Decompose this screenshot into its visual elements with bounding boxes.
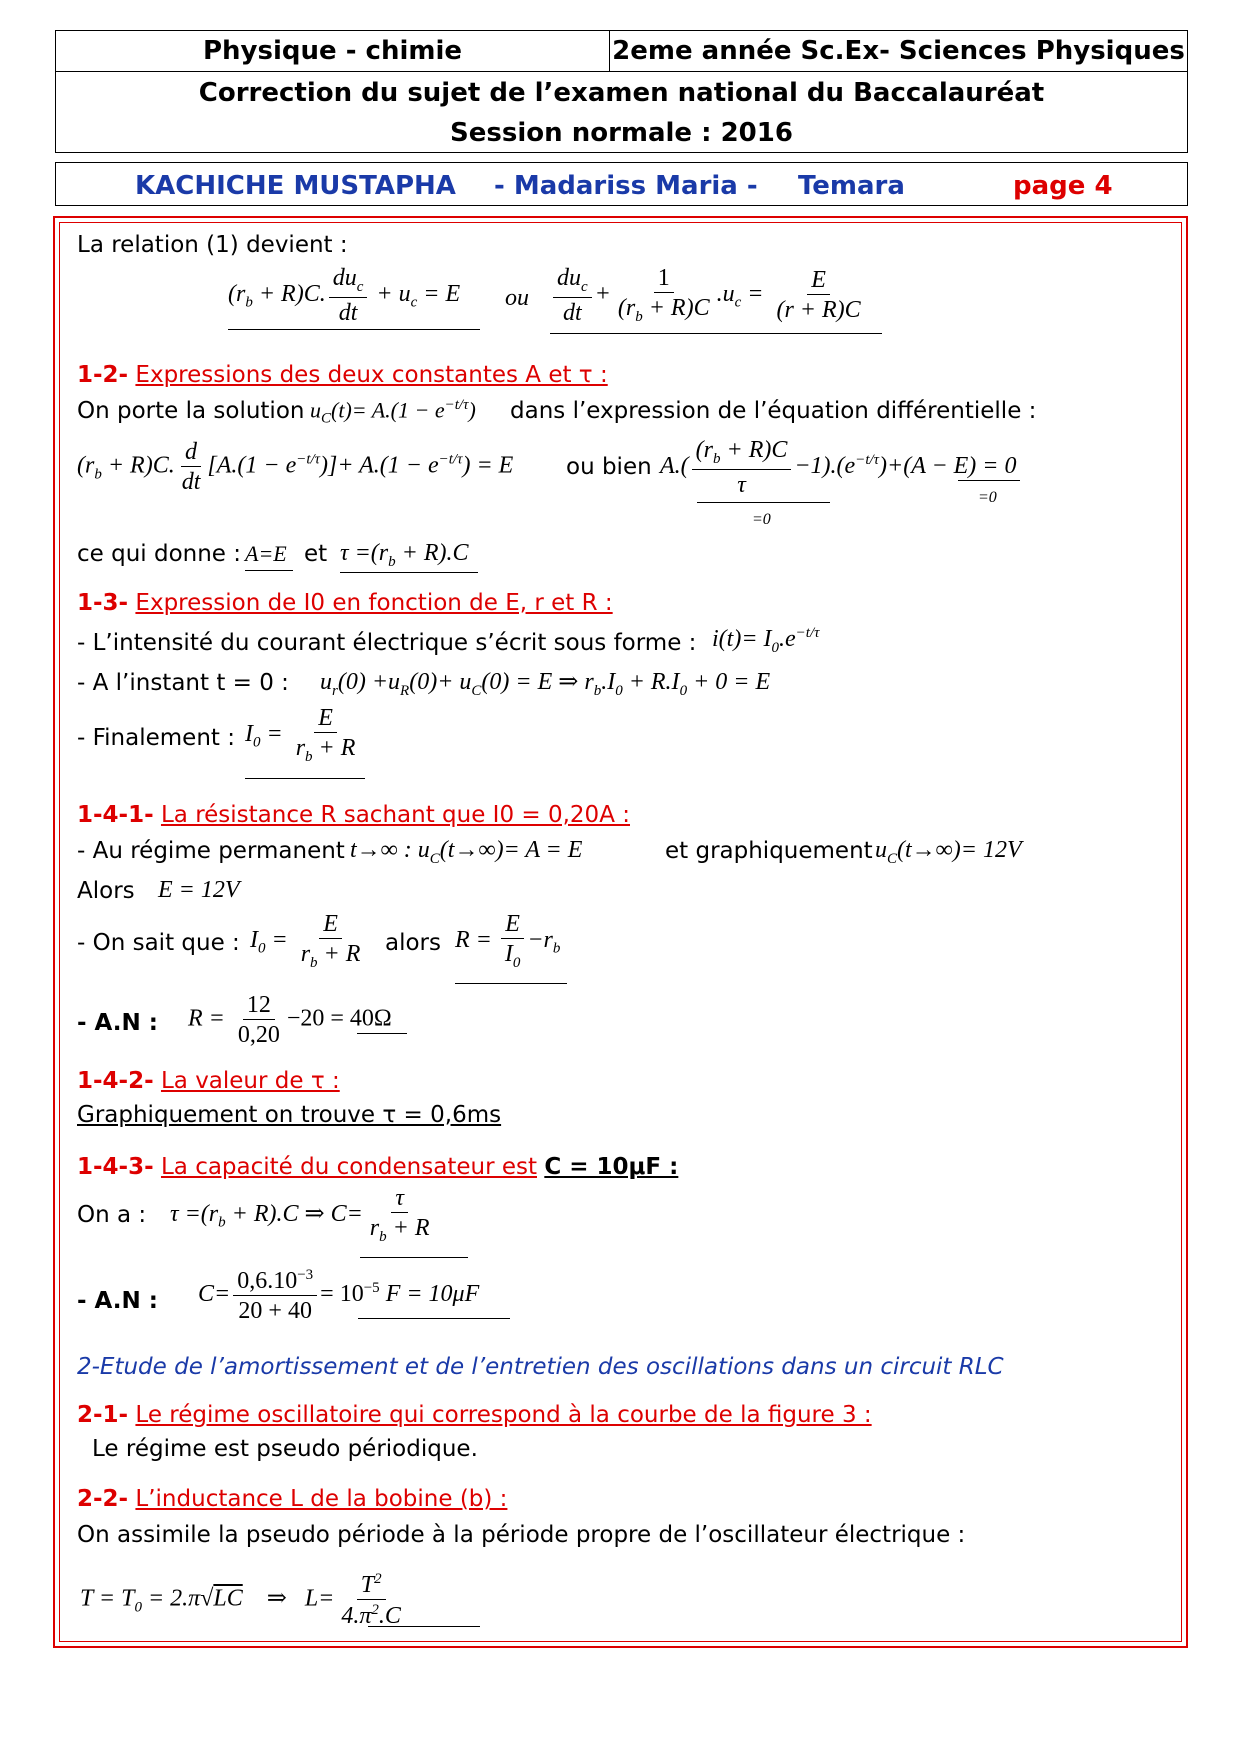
C-formula-underline	[360, 1257, 468, 1258]
section-2-1-line1: Le régime est pseudo périodique.	[92, 1436, 478, 1462]
section-1-4-1-line2: Alors	[77, 878, 135, 904]
section-1-4-3-heading: 1-4-3- La capacité du condensateur est C = 10μF :	[77, 1154, 679, 1180]
equation-underline	[550, 333, 882, 334]
equation-factored: A.( $\frac{(r_b + R)C}{\tau}$ $-1).(e^{-t/\tau})+(A - E) = 0$	[660, 437, 1017, 498]
section-1-4-1-line1b: et graphiquement	[665, 838, 873, 864]
I0-formula-underline	[245, 778, 365, 779]
section-1-3-line3: - Finalement :	[77, 725, 235, 751]
section-1-3-line1: - L’intensité du courant électrique s’écrit sous forme :	[77, 630, 697, 656]
result-A-underline	[245, 570, 293, 571]
R-numeric: R = $\frac{12}{0,20}$ −20 = 40Ω	[188, 992, 392, 1048]
section-1-2-line1b: dans l’expression de l’équation différentielle :	[510, 398, 1037, 424]
section-2-1-heading: 2-1- Le régime oscillatoire qui correspond à la courbe de la figure 3 :	[77, 1402, 872, 1428]
alors-label: alors	[385, 930, 441, 956]
steady-state-value: $u_C(t\to\infty)= 12V$	[875, 837, 1022, 867]
section-1-4-3-line1: On a :	[77, 1202, 147, 1228]
section-1-4-1-line3: - On sait que :	[77, 930, 240, 956]
an-label-1: - A.N :	[77, 1010, 158, 1036]
section-1-4-1-line1: - Au régime permanent	[77, 838, 345, 864]
C-numeric: C= $\frac{0,6.10^{-3}}{20 + 40}$ = $10^{-5}$ F = 10μF	[198, 1267, 480, 1324]
steady-state-relation: t→∞ : $u_C(t\to\infty)= A = E$	[350, 837, 583, 867]
header-city: Temara	[798, 171, 905, 201]
section-1-3-heading: 1-3- Expression de I0 en fonction de E, r et R :	[77, 590, 613, 616]
result-A: A=E	[245, 541, 287, 566]
section-2-2-line1: On assimile la pseudo période à la période propre de l’oscillateur électrique :	[77, 1522, 966, 1548]
underbrace-zero-1: =0	[752, 511, 771, 528]
C-formula: $\tau =(r_b + R).C$ ⇒ C= $\frac{\tau}{r_b + R}$	[170, 1185, 430, 1245]
R-numeric-underline	[357, 1033, 407, 1034]
header-page: page 4	[1013, 171, 1113, 201]
header-title-line1: Correction du sujet de l’examen national du Baccalauréat	[198, 78, 1045, 108]
E-value: E = 12V	[158, 877, 240, 903]
section-1-2-heading: 1-2- Expressions des deux constantes A et τ :	[77, 362, 608, 388]
L-formula-underline	[368, 1626, 480, 1627]
equation-substitution: $(r_b + R)C$. $\frac{d}{dt}$ $[A.(1 - e^{-t/\tau})]+ A.(1 - e^{-t/\tau}) = E$	[77, 439, 514, 495]
section-1-4-2-heading: 1-4-2- La valeur de τ :	[77, 1068, 340, 1094]
I0-relation: $I_0$ = $\frac{E}{r_b + R}$	[250, 911, 361, 971]
an-label-2: - A.N :	[77, 1288, 158, 1314]
underbrace-zero-2: =0	[978, 489, 997, 506]
header-title-line2: Session normale : 2016	[450, 118, 793, 148]
section-2-2-heading: 2-2- L’inductance L de la bobine (b) :	[77, 1486, 508, 1512]
section-1-3-line2: - A l’instant t = 0 :	[77, 670, 289, 696]
ou-bien-label: ou bien	[566, 454, 652, 480]
solution-uc: $u_C(t)= A.(1 - e^{-t/\tau})$	[310, 397, 476, 427]
result-tau-underline	[340, 572, 478, 573]
ou-label: ou	[505, 285, 529, 311]
header-subject: Physique - chimie	[55, 30, 610, 72]
C-numeric-underline	[358, 1318, 510, 1319]
R-formula: R = $\frac{E}{I_0}$ $-r_b$	[455, 911, 561, 971]
header-author: KACHICHE MUSTAPHA	[135, 171, 456, 201]
et-label: et	[304, 541, 328, 567]
underbrace-1	[697, 502, 830, 503]
section-1-4-2-line1: Graphiquement on trouve τ = 0,6ms	[77, 1102, 502, 1128]
section-1-2-result: ce qui donne :	[77, 541, 242, 567]
R-formula-underline	[455, 983, 567, 984]
current-expression: $i(t)= I_0.e^{-t/\tau}$	[712, 625, 820, 656]
equation-diff-1: $(r_b + R)C$. $\frac{du_c}{dt}$ + $u_c = E$	[228, 265, 461, 326]
equation-diff-2: $\frac{du_c}{dt}$ + $\frac{1}{(r_b + R)C}$ $.u_c$ = $\frac{E}{(r + R)C}$	[550, 266, 868, 325]
section-1-2-line1: On porte la solution	[77, 398, 305, 424]
section-1-4-1-heading: 1-4-1- La résistance R sachant que I0 = 0,20A :	[77, 802, 630, 828]
header-level: 2eme année Sc.Ex- Sciences Physiques	[609, 30, 1188, 72]
result-tau: $\tau =(r_b + R).C$	[340, 540, 469, 570]
underbrace-2	[958, 480, 1020, 481]
L-formula: $T = T_0 = 2.\pi√LC$ ⇒ L= $\frac{T^2}{4.\pi^2.C}$	[80, 1571, 401, 1629]
intro-text: La relation (1) devient :	[77, 232, 348, 258]
header-school: - Madariss Maria -	[494, 171, 758, 201]
I0-formula: $I_0$ = $\frac{E}{r_b + R}$	[245, 705, 356, 765]
part-2-title: 2-Etude de l’amortissement et de l’entretien des oscillations dans un circuit RLC	[77, 1354, 1004, 1380]
equation-underline	[228, 329, 480, 330]
kirchhoff-t0: $u_r(0) +u_R(0)+ u_C(0) = E$ ⇒ $r_b.I_0 + R.I_0 + 0 = E$	[320, 669, 771, 699]
